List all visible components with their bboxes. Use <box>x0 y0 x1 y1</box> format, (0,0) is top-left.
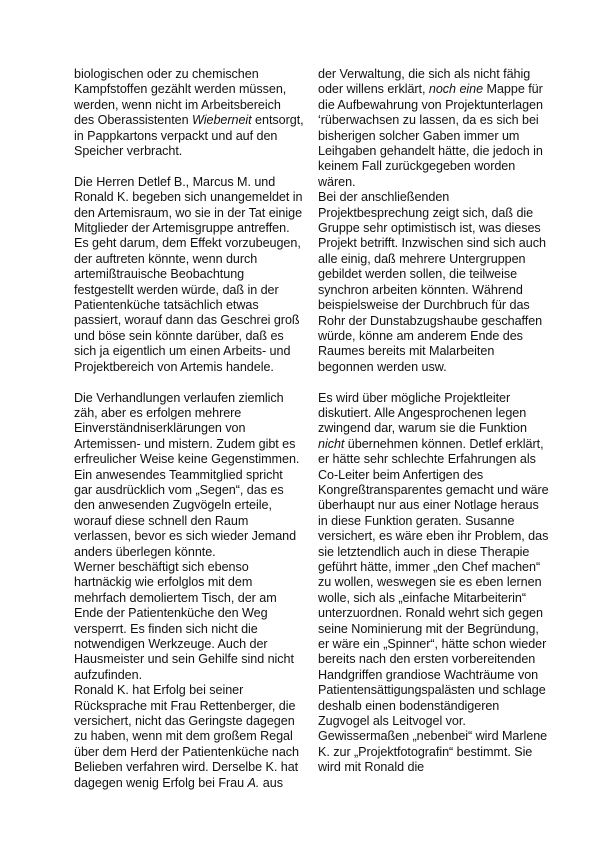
paragraph: Gewissermaßen „nebenbei“ wird Marlene K. zur „Projektfotografin“ bestimmt. Sie wird mit Ronald die <box>318 729 548 775</box>
text-run: Ronald K. hat Erfolg bei seiner Rücksprache mit Frau Rettenberger, die versichert, nicht das Geringste dagegen zu haben, wenn mit dem großem Regal über dem Herd der Patientenküche nach Belieben verfahren wird. Derselbe K. hat dagegen wenig Erfolg bei Frau <box>74 683 299 790</box>
text-run: aus <box>259 775 283 790</box>
text-run: übernehmen können. Detlef erklärt, er hätte sehr schlechte Erfahrungen als Co-Leiter beim Anfertigen des Kongreßtransparentes gemacht und wäre überhaupt nur aus einer Notlage heraus in diese Funktion geraten. Susanne versichert, es wäre eben ihr Problem, das sie letztendlich auch in diese Therapie geführt hätte, immer „den Chef machen“ zu wollen, weswegen sie es eben lernen wolle, sich als „einfache Mitarbeiterin“ unterzuordnen. Ronald wehrt sich gegen seine Nominierung mit der Begründung, er wäre ein „Spinner“, hätte schon wieder bereits nach den ersten vorbereitenden Handgriffen grandiose Wachträume von Patientensättigungspalästen und schlage deshalb einen bodenständigeren Zugvogel als Leitvogel vor. <box>318 436 549 729</box>
text-run: der Verwaltung, die sich als nicht fähig oder willens erklärt, <box>318 67 531 97</box>
paragraph <box>318 67 550 190</box>
paragraph: Die Verhandlungen verlaufen ziemlich zäh, aber es erfolgen mehrere Einverständniserklärungen von Artemissen- und mistern. Zudem gibt es erfreulicher Weise keine Gegenstimmen. Ein anwesendes Teammitglied spricht gar ausdrücklich vom „Segen“, das es den anwesenden Zugvögeln erteile, worauf diese schnell den Raum verlassen, bevor es sich wieder Jemand anders überlegen könnte. <box>74 390 300 559</box>
right-column <box>318 67 550 776</box>
paragraph <box>74 67 304 159</box>
text-run: Es wird über mögliche Projektleiter diskutiert. Alle Angesprochenen legen zwingend dar, warum sie die Funktion <box>318 390 527 436</box>
paragraph: Bei der anschließenden Projektbesprechung zeigt sich, daß die Gruppe sehr optimistisch ist, was dieses Projekt betrifft. Inzwischen sind sich auch alle einig, daß mehrere Untergruppen gebildet werden sollen, die teilweise synchron arbeiten könnten. Während beispielsweise der Durchbruch für das Rohr der Dunstabzugshaube geschaffen würde, könne am anderem Ende des Raumes bereits mit Malarbeiten begonnen werden usw. <box>318 190 546 374</box>
left-column <box>74 67 304 791</box>
paragraph: Werner beschäftigt sich ebenso hartnäckig wie erfolglos mit dem mehrfach demoliertem Tisch, der am Ende der Patientenküche den Weg versperrt. Es finden sich nicht die notwendigen Werkzeuge. Auch der Hausmeister und sein Gehilfe sind nicht aufzufinden. <box>74 559 294 682</box>
paragraph: Die Herren Detlef B., Marcus M. und Ronald K. begeben sich unangemeldet in den Artemisraum, wo sie in der Tat einige Mitglieder der Artemisgruppe antreffen. Es geht darum, dem Effekt vorzubeugen, der auftreten könnte, wenn durch artemißtrauische Beobachtung festgestellt werden würde, daß in der Patientenküche tatsächlich etwas passiert, worauf dann das Geschrei groß und böse sein könnte darüber, daß es sich ja eigentlich um einen Arbeits- und Projektbereich von Artemis handele. <box>74 174 303 374</box>
text-run: biologischen oder zu chemischen Kampfstoffen gezählt werden müssen, werden, wenn nicht im Arbeitsbereich des Oberassistenten <box>74 67 287 128</box>
emphasis: A. <box>247 775 260 790</box>
emphasis: noch eine <box>428 82 484 97</box>
text-run: Mappe für die Aufbewahrung von Projektunterlagen ‘rüberwachsen zu lassen, da es sich bei bisherigen solcher Gaben immer um Leihgaben gehandelt hätte, die jedoch in keinem Fall zurückgegeben worden wären. <box>318 82 543 189</box>
emphasis: Wieberneit <box>192 113 252 128</box>
emphasis: nicht <box>318 436 345 451</box>
text-run: entsorgt, in Pappkartons verpackt und auf den Speicher verbracht. <box>74 113 304 159</box>
paragraph <box>318 391 550 730</box>
paragraph <box>74 683 304 791</box>
